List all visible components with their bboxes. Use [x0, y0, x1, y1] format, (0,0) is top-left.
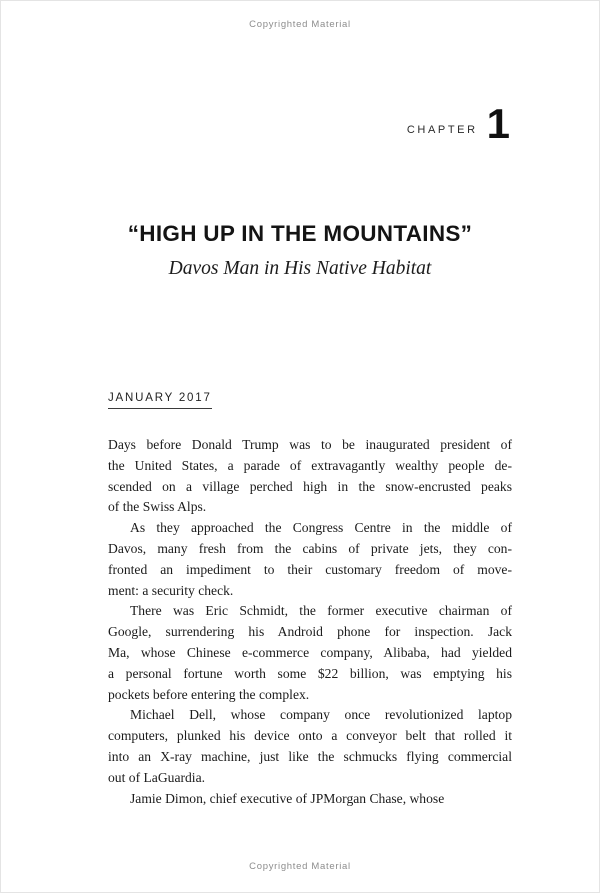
copyright-notice-top: Copyrighted Material [249, 19, 351, 30]
page-title: “HIGH UP IN THE MOUNTAINS” [127, 221, 473, 246]
text-line: of the Swiss Alps. [108, 499, 207, 515]
text-line: out of LaGuardia. [108, 769, 206, 785]
text-line: scended on a village perched high in the snow-encrusted peaks [108, 478, 512, 494]
text-line: As they approached the Congress Centre in the middle of [130, 520, 512, 536]
chapter-number: 1 [486, 100, 510, 147]
text-line: into an X-ray machine, just like the schmucks flying commercial [108, 748, 512, 764]
copyright-notice-bottom: Copyrighted Material [249, 861, 351, 872]
text-line: the United States, a parade of extravagantly wealthy people de- [108, 457, 512, 473]
text-line: Google, surrendering his Android phone for inspection. Jack [108, 624, 512, 640]
text-line: Michael Dell, whose company once revolutionized laptop [130, 707, 512, 723]
chapter-label: CHAPTER [406, 123, 478, 136]
text-line: Davos, many fresh from the cabins of private jets, they con- [108, 540, 512, 556]
text-line: fronted an impediment to their customary freedom of move- [108, 561, 512, 577]
text-line: computers, plunked his device onto a conveyor belt that rolled it [108, 728, 512, 744]
text-line: ment: a security check. [108, 582, 234, 598]
paragraph [108, 518, 512, 601]
section-date-label: JANUARY 2017 [108, 392, 212, 409]
text-line: Jamie Dimon, chief executive of JPMorgan Chase, whose [130, 790, 445, 806]
page-subtitle: Davos Man in His Native Habitat [168, 258, 432, 279]
text-line: Ma, whose Chinese e-commerce company, Alibaba, had yielded [108, 644, 512, 660]
paragraph [108, 705, 512, 788]
text-line: pockets before entering the complex. [108, 686, 310, 702]
paragraph [108, 601, 512, 705]
paragraph [108, 435, 512, 518]
text-line: Days before Donald Trump was to be inaugurated president of [108, 437, 512, 452]
paragraph [108, 789, 512, 810]
chapter-heading [406, 100, 510, 147]
body-text [108, 435, 512, 809]
text-line: a personal fortune worth some $22 billion, was emptying his [108, 665, 512, 681]
text-line: There was Eric Schmidt, the former executive chairman of [130, 603, 512, 619]
